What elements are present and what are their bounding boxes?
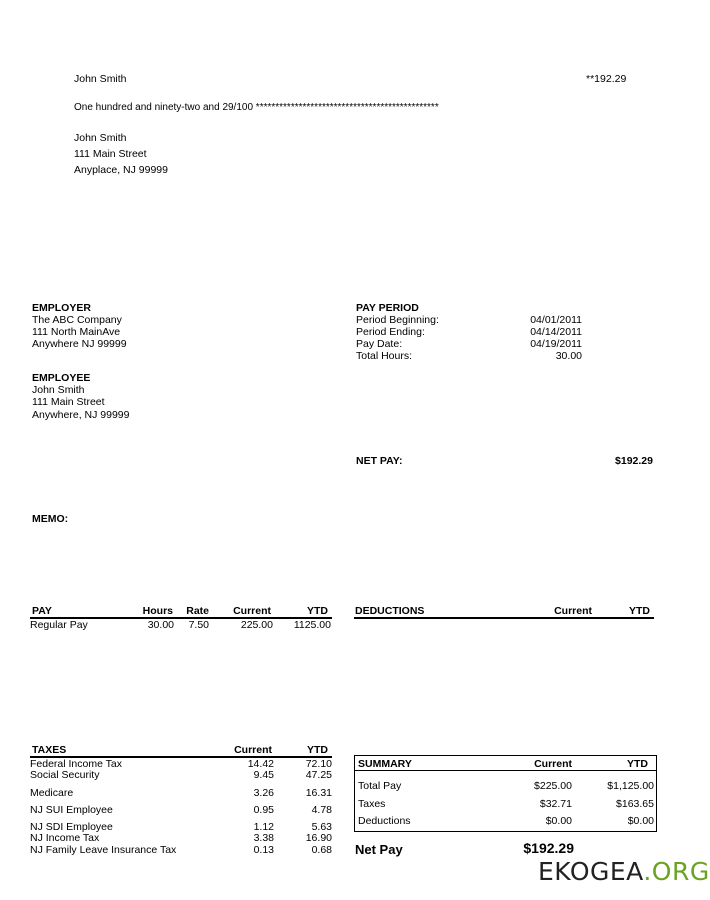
pay-rate-header: Rate xyxy=(186,605,209,617)
summary-row-current: $225.00 xyxy=(534,780,572,792)
summary-row-name: Total Pay xyxy=(358,780,402,792)
tax-row-name: Medicare xyxy=(30,787,74,799)
employer-line-1: The ABC Company xyxy=(32,314,122,326)
tax-row-ytd: 4.78 xyxy=(311,804,332,816)
summary-row-ytd: $0.00 xyxy=(627,815,654,827)
check-amount: **192.29 xyxy=(586,73,627,85)
summary-header-rule xyxy=(354,770,657,771)
tax-row-current: 1.12 xyxy=(253,821,274,833)
pay-ytd-header: YTD xyxy=(307,605,328,617)
employee-line-1: John Smith xyxy=(32,384,85,396)
tax-row-current: 9.45 xyxy=(253,769,274,781)
pay-row-ytd: 1125.00 xyxy=(293,619,331,631)
pay-row-current: 225.00 xyxy=(240,619,273,631)
period-beginning-label: Period Beginning: xyxy=(356,314,439,326)
check-address-line-1: John Smith xyxy=(74,132,127,144)
tax-row-ytd: 16.90 xyxy=(305,832,332,844)
tax-row-current: 0.13 xyxy=(253,844,274,856)
tax-row-name: NJ SDI Employee xyxy=(30,821,113,833)
tax-row-current: 0.95 xyxy=(253,804,274,816)
pay-current-header: Current xyxy=(233,605,271,617)
employee-line-3: Anywhere, NJ 99999 xyxy=(32,409,130,421)
pay-date-value: 04/19/2011 xyxy=(530,338,582,350)
pay-period-heading: PAY PERIOD xyxy=(356,302,419,314)
total-hours-value: 30.00 xyxy=(555,350,582,362)
tax-row-ytd: 0.68 xyxy=(311,844,332,856)
deductions-header-rule xyxy=(354,617,654,619)
tax-row-ytd: 16.31 xyxy=(305,787,332,799)
check-address-line-2: 111 Main Street xyxy=(74,148,147,160)
tax-row-name: NJ Family Leave Insurance Tax xyxy=(30,844,177,856)
taxes-ytd-header: YTD xyxy=(307,744,328,756)
tax-row-ytd: 5.63 xyxy=(311,821,332,833)
summary-current-header: Current xyxy=(534,758,572,770)
tax-row-current: 3.26 xyxy=(253,787,274,799)
employee-heading: EMPLOYEE xyxy=(32,372,91,384)
period-ending-label: Period Ending: xyxy=(356,326,425,338)
watermark-part-1: EKOGEA xyxy=(538,857,644,886)
tax-row-current: 14.42 xyxy=(247,758,274,770)
watermark-part-2: .ORG xyxy=(643,857,710,886)
tax-row-name: Federal Income Tax xyxy=(30,758,123,770)
summary-row-name: Deductions xyxy=(358,815,411,827)
period-ending-value: 04/14/2011 xyxy=(530,326,582,338)
pay-header: PAY xyxy=(32,605,52,617)
pay-row-rate: 7.50 xyxy=(188,619,209,631)
net-pay-value: $192.29 xyxy=(615,455,653,467)
memo-label: MEMO: xyxy=(32,513,69,525)
check-address-line-3: Anyplace, NJ 99999 xyxy=(74,164,168,176)
employee-line-2: 111 Main Street xyxy=(32,396,105,408)
total-hours-label: Total Hours: xyxy=(356,350,413,362)
tax-row-current: 3.38 xyxy=(253,832,274,844)
check-amount-words: One hundred and ninety-two and 29/100 *********************************************** xyxy=(74,102,439,113)
deductions-current-header: Current xyxy=(554,605,592,617)
check-payee: John Smith xyxy=(74,73,127,85)
watermark-logo xyxy=(538,858,710,886)
summary-row-ytd: $1,125.00 xyxy=(607,780,654,792)
tax-row-name: NJ Income Tax xyxy=(30,832,100,844)
summary-net-pay-value: $192.29 xyxy=(523,840,574,856)
pay-date-label: Pay Date: xyxy=(356,338,403,350)
summary-header: SUMMARY xyxy=(358,758,412,770)
employer-heading: EMPLOYER xyxy=(32,302,91,314)
net-pay-label: NET PAY: xyxy=(356,455,403,467)
summary-ytd-header: YTD xyxy=(627,758,648,770)
tax-row-name: NJ SUI Employee xyxy=(30,804,113,816)
taxes-header: TAXES xyxy=(32,744,67,756)
summary-row-current: $0.00 xyxy=(545,815,572,827)
pay-row-name: Regular Pay xyxy=(30,619,88,631)
summary-row-name: Taxes xyxy=(358,798,386,810)
pay-hours-header: Hours xyxy=(142,605,173,617)
tax-row-ytd: 47.25 xyxy=(305,769,332,781)
employer-line-3: Anywhere NJ 99999 xyxy=(32,338,127,350)
tax-row-ytd: 72.10 xyxy=(305,758,332,770)
period-beginning-value: 04/01/2011 xyxy=(530,314,582,326)
employer-line-2: 111 North MainAve xyxy=(32,326,121,338)
summary-row-current: $32.71 xyxy=(539,798,572,810)
deductions-header: DEDUCTIONS xyxy=(355,605,425,617)
pay-row-hours: 30.00 xyxy=(147,619,174,631)
summary-net-pay-label: Net Pay xyxy=(355,842,403,857)
taxes-current-header: Current xyxy=(234,744,272,756)
deductions-ytd-header: YTD xyxy=(629,605,650,617)
tax-row-name: Social Security xyxy=(30,769,100,781)
summary-row-ytd: $163.65 xyxy=(616,798,654,810)
